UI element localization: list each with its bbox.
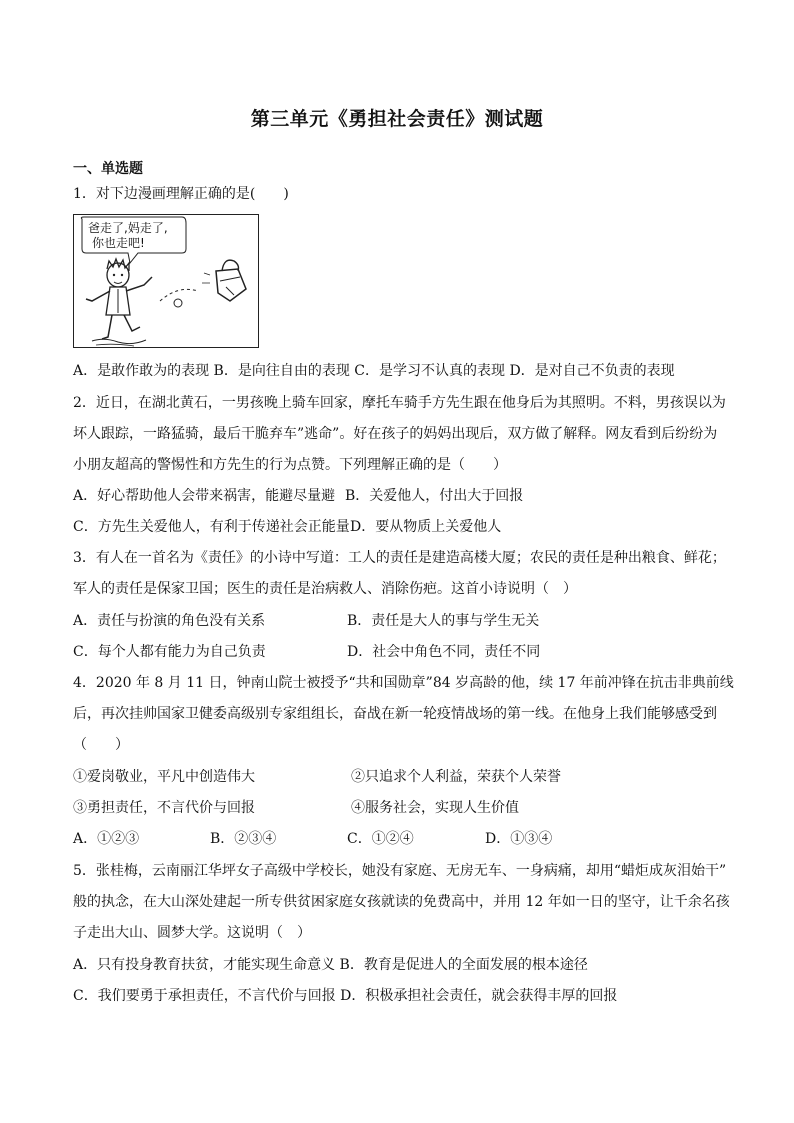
cartoon-caption-line-2: 你也走吧! bbox=[92, 236, 145, 250]
question-2-line-1: 2．近日，在湖北黄石，一男孩晚上骑车回家，摩托车骑手方先生跟在他身后为其照明。不料，男孩误以为 bbox=[73, 395, 726, 411]
question-5-options-ab: A．只有投身教育扶贫，才能实现生命意义 B．教育是促进人的全面发展的根本途径 bbox=[73, 957, 588, 973]
question-4-item-4: ④服务社会，实现人生价值 bbox=[351, 800, 519, 816]
question-4-item-3: ③勇担责任，不言代价与回报 bbox=[73, 800, 255, 816]
question-3-option-c: C．每个人都有能力为自己负责 bbox=[73, 644, 266, 660]
question-3-option-b: B．责任是大人的事与学生无关 bbox=[347, 613, 540, 629]
question-3-option-d: D．社会中角色不同，责任不同 bbox=[347, 644, 541, 660]
question-3-line-2: 军人的责任是保家卫国；医生的责任是治病救人、消除伤疤。这首小诗说明（ ） bbox=[73, 581, 577, 597]
question-4-option-a: A．①②③ bbox=[73, 831, 140, 847]
cartoon-caption-line-1: 爸走了,妈走了, bbox=[88, 221, 168, 235]
question-4-option-d: D．①③④ bbox=[485, 831, 553, 847]
question-2-option-c: C．方先生关爱他人，有利于传递社会正能量 bbox=[73, 519, 350, 535]
question-4-item-1: ①爱岗敬业，平凡中创造伟大 bbox=[73, 769, 255, 785]
question-3-option-a: A．责任与扮演的角色没有关系 bbox=[73, 613, 266, 629]
question-2-line-2: 坏人跟踪，一路猛骑，最后干脆弃车”逃命”。好在孩子的妈妈出现后，双方做了解释。网友看到后纷纷为 bbox=[73, 426, 718, 442]
question-4-option-b: B．②③④ bbox=[210, 831, 277, 847]
question-1-stem: 1．对下边漫画理解正确的是( ) bbox=[73, 186, 289, 202]
question-4-item-2: ②只追求个人利益，荣获个人荣誉 bbox=[351, 769, 561, 785]
question-2-option-a: A．好心帮助他人会带来祸害，能避尽量避 bbox=[73, 488, 336, 504]
page-title: 第三单元《勇担社会责任》测试题 bbox=[250, 108, 544, 130]
section-heading: 一、单选题 bbox=[73, 161, 143, 177]
question-5-line-2: 般的执念，在大山深处建起一所专供贫困家庭女孩就读的免费高中，并用 12 年如一日的坚守，让千余名孩 bbox=[73, 894, 730, 910]
question-4-line-1: 4．2020 年 8 月 11 日，钟南山院士被授予“共和国勋章”84 岁高龄的他，续 17 年前冲锋在抗击非典前线 bbox=[73, 675, 734, 691]
question-4-line-3: （ ） bbox=[73, 737, 129, 753]
question-5-line-3: 子走出大山、圆梦大学。这说明（ ） bbox=[73, 925, 311, 941]
question-1-options: A．是敢作敢为的表现 B．是向往自由的表现 C．是学习不认真的表现 D．是对自己不负责的表现 bbox=[73, 363, 675, 379]
question-2-option-b: B．关爱他人，付出大于回报 bbox=[345, 488, 524, 504]
question-2-line-3: 小朋友超高的警惕性和方先生的行为点赞。下列理解正确的是（ ） bbox=[73, 457, 507, 473]
question-5-options-cd: C．我们要勇于承担责任，不言代价与回报 D．积极承担社会责任，就会获得丰厚的回报 bbox=[73, 988, 618, 1004]
question-2-option-d: D．要从物质上关爱他人 bbox=[350, 519, 502, 535]
question-4-line-2: 后，再次挂帅国家卫健委高级别专家组组长，奋战在新一轮疫情战场的第一线。在他身上我们能够感受到 bbox=[73, 706, 717, 722]
question-3-line-1: 3．有人在一首名为《责任》的小诗中写道：工人的责任是建造高楼大厦；农民的责任是种出粮食、鲜花； bbox=[73, 550, 726, 566]
question-5-line-1: 5．张桂梅，云南丽江华坪女子高级中学校长，她没有家庭、无房无车、一身病痛，却用“蜡炬成灰泪始干” bbox=[73, 863, 727, 879]
question-4-option-c: C．①②④ bbox=[347, 831, 414, 847]
cartoon-drawing bbox=[74, 215, 260, 349]
question-1-cartoon bbox=[73, 214, 259, 348]
